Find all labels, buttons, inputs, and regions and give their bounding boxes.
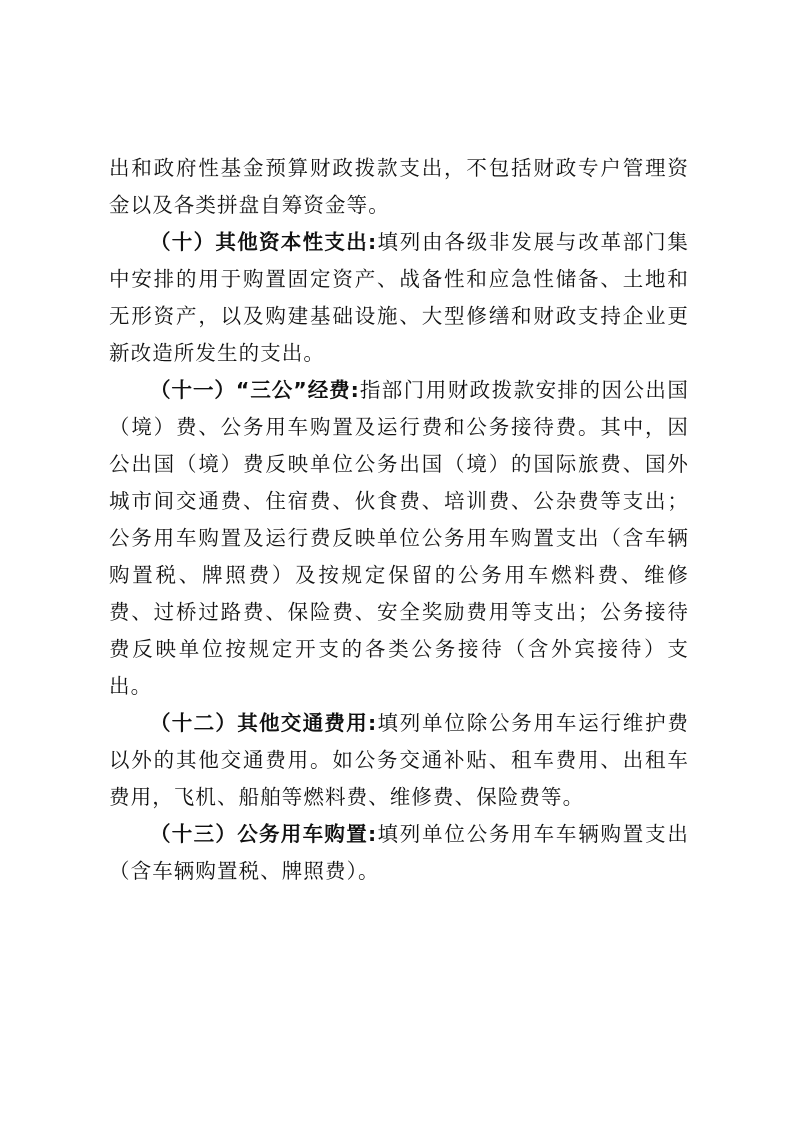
paragraph-text: 填列单位公务用车车辆购置支出（含车辆购置税、牌照费）。 — [109, 822, 689, 883]
paragraph-term: （十）其他资本性支出: — [150, 230, 377, 254]
paragraph-text: 填列单位除公务用车运行维护费以外的其他交通费用。如公务交通补贴、租车费用、出租车费用，飞机、船舶等燃料费、维修费、保险费等。 — [109, 711, 689, 809]
paragraph-term: （十二）其他交通费用: — [150, 711, 377, 735]
paragraph-other-capital-expenditure — [109, 224, 689, 372]
paragraph-three-public-expenses — [109, 372, 689, 705]
paragraph-other-transport-costs — [109, 705, 689, 816]
paragraph-official-vehicle-purchase — [109, 816, 689, 890]
paragraph-text: 指部门用财政拨款安排的因公出国（境）费、公务用车购置及运行费和公务接待费。其中，因公出国（境）费反映单位公务出国（境）的国际旅费、国外城市间交通费、住宿费、伙食费、培训费、公杂费等支出；公务用车购置及运行费反映单位公务用车购置支出（含车辆购置税、牌照费）及按规定保留的公务用车燃料费、维修费、过桥过路费、保险费、安全奖励费用等支出；公务接待费反映单位按规定开支的各类公务接待（含外宾接待）支出。 — [109, 378, 690, 698]
paragraph-text: 填列由各级非发展与改革部门集中安排的用于购置固定资产、战备性和应急性储备、土地和无形资产，以及购建基础设施、大型修缮和财政支持企业更新改造所发生的支出。 — [109, 230, 689, 365]
paragraph-continuation — [109, 150, 689, 224]
document-body — [109, 150, 689, 890]
paragraph-text: 出和政府性基金预算财政拨款支出，不包括财政专户管理资金以及各类拼盘自筹资金等。 — [109, 156, 689, 217]
paragraph-term: （十一）“三公”经费: — [150, 378, 360, 402]
paragraph-term: （十三）公务用车购置: — [150, 822, 377, 846]
